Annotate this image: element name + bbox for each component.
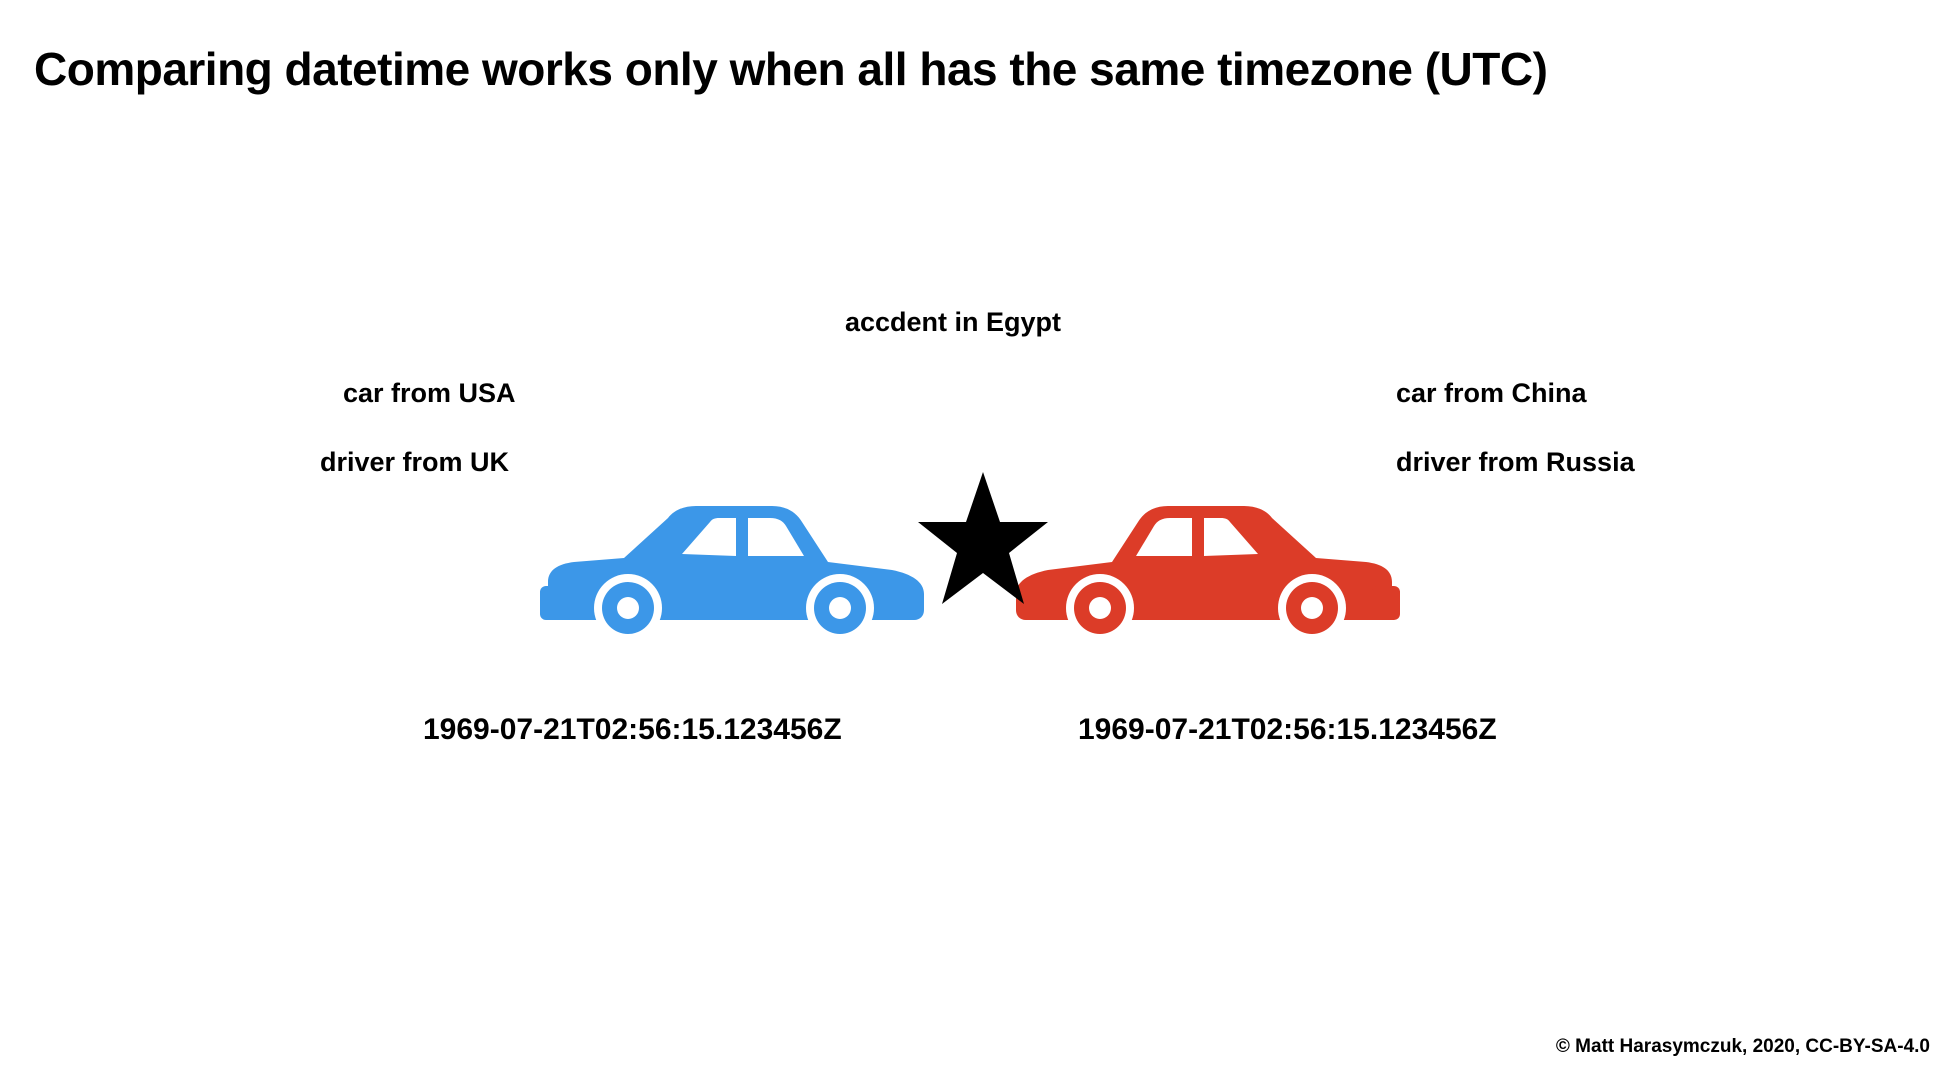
copyright-notice: © Matt Harasymczuk, 2020, CC-BY-SA-4.0: [1555, 1036, 1930, 1057]
left-car-origin-label: car from USA: [343, 378, 516, 408]
left-driver-origin-label: driver from UK: [320, 447, 510, 477]
right-timestamp: 1969-07-21T02:56:15.123456Z: [1078, 713, 1497, 746]
red-car-icon: [1000, 490, 1400, 650]
right-driver-origin-label: driver from Russia: [1396, 447, 1635, 477]
collision-scene: [540, 480, 1400, 650]
accident-location-label: accdent in Egypt: [845, 307, 1062, 337]
right-car-origin-label: car from China: [1396, 378, 1587, 408]
left-timestamp: 1969-07-21T02:56:15.123456Z: [423, 713, 842, 746]
page-title: Comparing datetime works only when all has the same timezone (UTC): [34, 43, 1548, 95]
collision-star-icon: [918, 470, 1048, 610]
blue-car-icon: [540, 490, 940, 650]
